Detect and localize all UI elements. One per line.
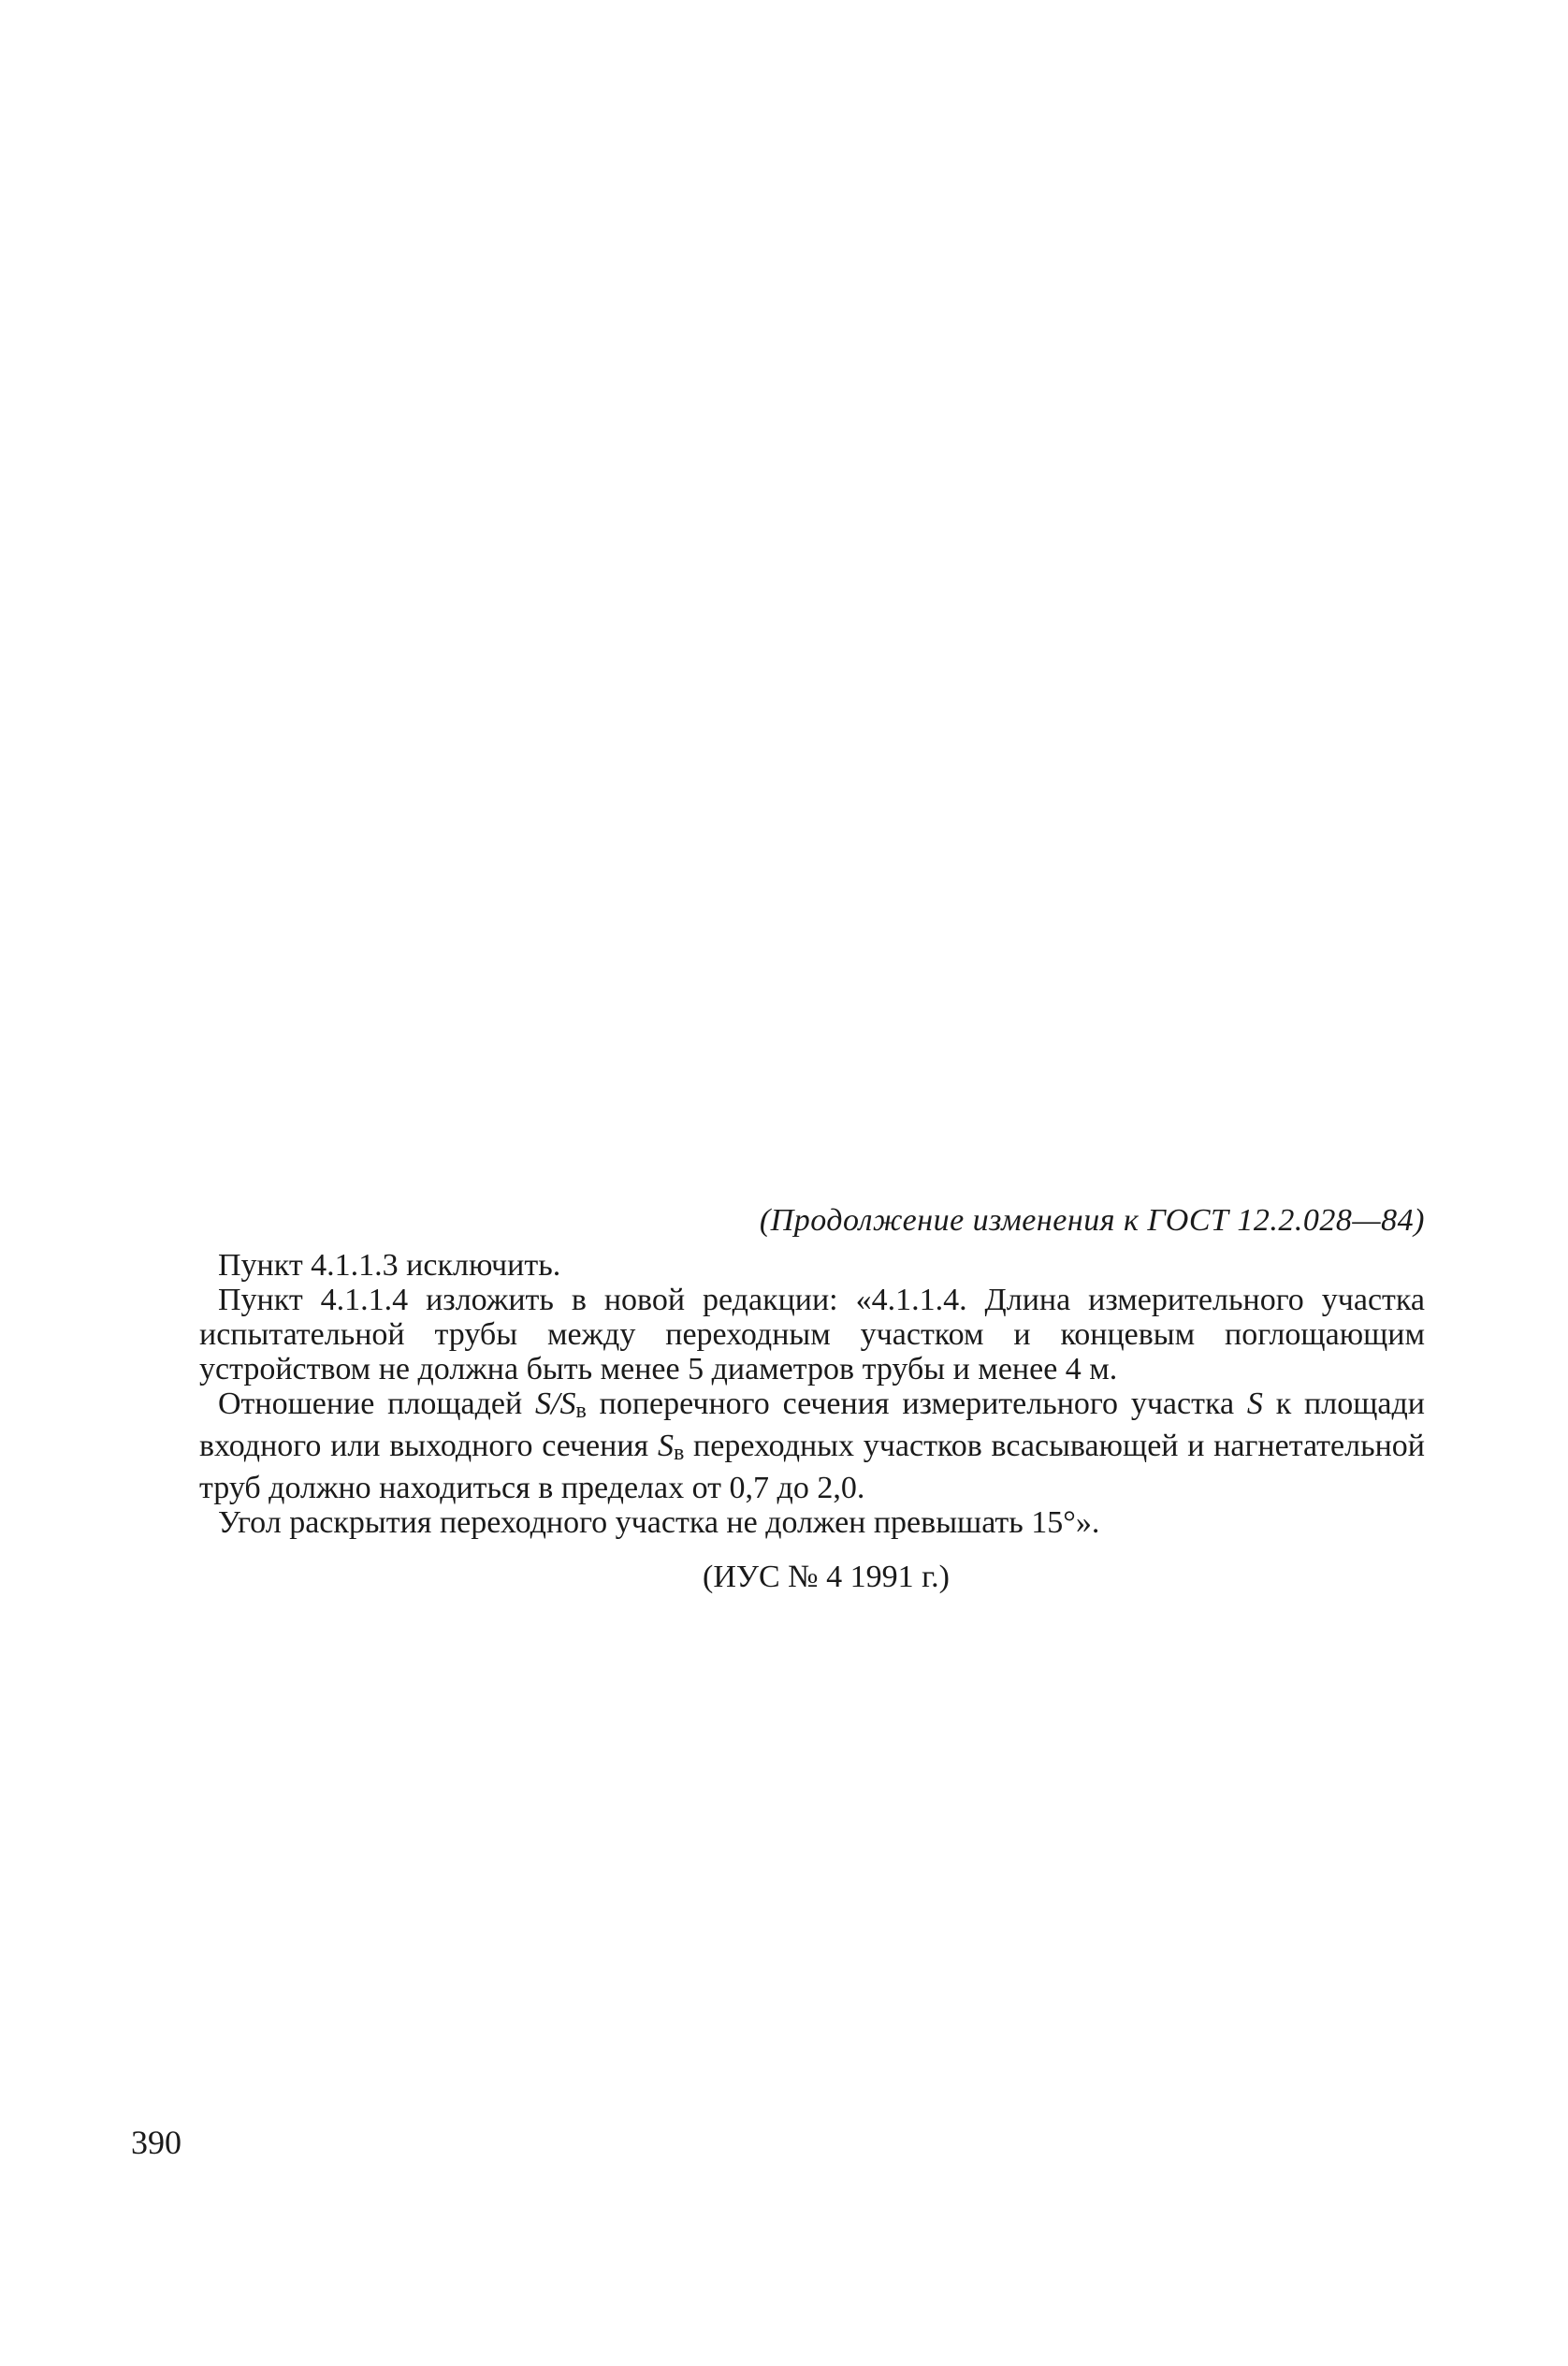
- text-segment: к площади входного или выходного сечения: [199, 1386, 1425, 1463]
- paragraph-item-4-1-1-3: Пункт 4.1.1.3 исключить.: [218, 1248, 561, 1283]
- text-segment: поперечного сечения измерительного участка: [586, 1386, 1247, 1421]
- symbol-slash: /: [551, 1386, 560, 1421]
- document-content: [199, 1199, 1425, 1596]
- source-reference: (ИУС № 4 1991 г.): [703, 1560, 950, 1594]
- symbol-s: S: [1246, 1386, 1263, 1421]
- text-segment: переходных участков всасывающей и нагнетательной труб должно находиться в пределах от 0,7 до 2,0.: [199, 1429, 1425, 1505]
- continuation-header: (Продолжение изменения к ГОСТ 12.2.028—84): [759, 1203, 1425, 1238]
- symbol-subscript: в: [575, 1399, 587, 1423]
- symbol-subscript: в: [673, 1441, 685, 1465]
- symbol-s: S: [657, 1429, 674, 1463]
- paragraph-area-ratio: [199, 1386, 1425, 1505]
- text-segment: Отношение площадей: [218, 1386, 536, 1421]
- symbol-s: S: [535, 1386, 552, 1421]
- symbol-s: S: [559, 1386, 576, 1421]
- page-number: 390: [131, 2124, 181, 2161]
- paragraph-opening-angle: Угол раскрытия переходного участка не должен превышать 15°».: [218, 1505, 1100, 1540]
- paragraph-item-4-1-1-4: Пункт 4.1.1.4 изложить в новой редакции: «4.1.1.4. Длина измерительного участка испытательной трубы между переходным участком и концевым поглощающим устройством не должна быть менее 5 диаметров трубы и менее 4 м.: [199, 1283, 1425, 1386]
